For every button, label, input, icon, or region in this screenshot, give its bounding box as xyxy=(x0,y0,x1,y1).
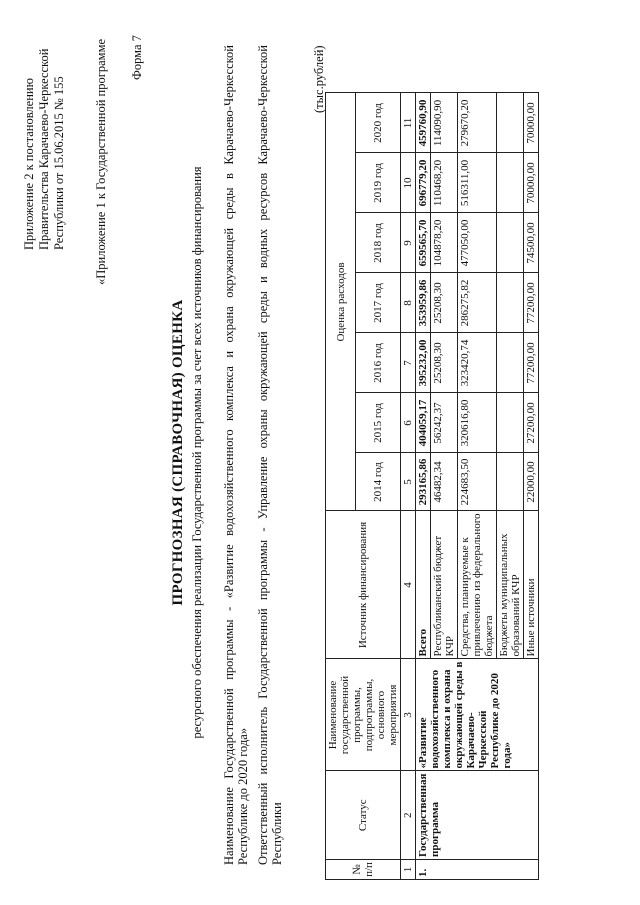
year-2015: 2015 год xyxy=(356,393,401,453)
value-cell: 114090,90 xyxy=(431,93,458,153)
colnum-1: 1 xyxy=(401,860,416,880)
value-cell: 27200,00 xyxy=(524,393,539,453)
header-line-1: Приложение 2 к постановлению xyxy=(22,78,36,250)
header-line-3: Республики от 15.06.2015 № 155 xyxy=(52,76,66,250)
header-line-2: Правительства Карачаево-Черкесской xyxy=(37,48,51,250)
value-cell: 323420,74 xyxy=(458,333,497,393)
header-no: № п/п xyxy=(326,860,401,880)
header-source: Источник финансирования xyxy=(326,511,401,659)
value-cell: 56242,37 xyxy=(431,393,458,453)
value-cell xyxy=(497,153,524,213)
value-cell: 279670,20 xyxy=(458,93,497,153)
appendix-note: «Приложение 1 к Государственной программе xyxy=(94,38,108,285)
header-estimate: Оценка расходов xyxy=(326,93,356,511)
value-cell: 353959,86 xyxy=(416,273,431,333)
document-subtitle: ресурсного обеспечения реализации Государственной программы за счет всех источников финансирования xyxy=(190,166,204,739)
value-cell: 404059,17 xyxy=(416,393,431,453)
value-cell: 74500,00 xyxy=(524,213,539,273)
value-cell xyxy=(497,213,524,273)
value-cell: 77200,00 xyxy=(524,333,539,393)
source-label: Средства, планируемые к привлечению из федерального бюджета xyxy=(458,511,497,659)
value-cell xyxy=(497,393,524,453)
value-cell: 110468,20 xyxy=(431,153,458,213)
estimate-table xyxy=(325,93,539,881)
document-title: ПРОГНОЗНАЯ (СПРАВОЧНАЯ) ОЦЕНКА xyxy=(170,299,186,606)
value-cell: 77200,00 xyxy=(524,273,539,333)
value-cell: 459760,90 xyxy=(416,93,431,153)
value-cell: 293165,86 xyxy=(416,453,431,511)
colnum-5: 5 xyxy=(401,453,416,511)
value-cell: 104878,20 xyxy=(431,213,458,273)
colnum-8: 8 xyxy=(401,273,416,333)
table-header-row xyxy=(326,93,356,880)
value-cell: 46482,34 xyxy=(431,453,458,511)
form-number: Форма 7 xyxy=(130,35,144,80)
value-cell: 70000,00 xyxy=(524,93,539,153)
program-name-paragraph: Наименование Государственной программы - «Развитие водохозяйственного комплекса и охрана окружающей среды в Карачаево-Черкесской Республике до 2020 года» xyxy=(222,45,250,865)
year-2018: 2018 год xyxy=(356,213,401,273)
value-cell: 286275,82 xyxy=(458,273,497,333)
value-cell: 659565,70 xyxy=(416,213,431,273)
colnum-6: 6 xyxy=(401,393,416,453)
value-cell: 70000,00 xyxy=(524,153,539,213)
source-label: Иные источники xyxy=(524,511,539,659)
year-2014: 2014 год xyxy=(356,453,401,511)
executor-paragraph: Ответственный исполнитель Государственной программы - Управление охраны окружающей среды и водных ресурсов Карачаево-Черкесской Республики xyxy=(256,45,284,865)
colnum-11: 11 xyxy=(401,93,416,153)
year-2017: 2017 год xyxy=(356,273,401,333)
row-number: 1. xyxy=(416,860,539,880)
value-cell: 696779,20 xyxy=(416,153,431,213)
value-cell xyxy=(497,93,524,153)
colnum-4: 4 xyxy=(401,511,416,659)
header-status: Статус xyxy=(326,771,401,860)
colnum-7: 7 xyxy=(401,333,416,393)
source-label: Республиканский бюджет КЧР xyxy=(431,511,458,659)
year-2020: 2020 год xyxy=(356,93,401,153)
header-name: Наименование государственной программы, подпрограммы, основного мероприятия xyxy=(326,659,401,771)
value-cell: 25208,30 xyxy=(431,273,458,333)
value-cell: 395232,00 xyxy=(416,333,431,393)
year-2019: 2019 год xyxy=(356,153,401,213)
year-2016: 2016 год xyxy=(356,333,401,393)
value-cell: 22000,00 xyxy=(524,453,539,511)
value-cell: 320616,80 xyxy=(458,393,497,453)
row-program-name: «Развитие водохозяйственного комплекса и охрана окружающей среды в Карачаево-Черкесской Республике до 2020 года» xyxy=(416,659,539,771)
table-row-total xyxy=(416,93,431,880)
colnum-3: 3 xyxy=(401,659,416,771)
value-cell: 516311,00 xyxy=(458,153,497,213)
value-cell xyxy=(497,333,524,393)
colnum-2: 2 xyxy=(401,771,416,860)
source-label: Бюджеты муниципальных образований КЧР xyxy=(497,511,524,659)
source-label: Всего xyxy=(416,511,431,659)
column-number-row xyxy=(401,93,416,880)
value-cell: 224683,50 xyxy=(458,453,497,511)
value-cell xyxy=(497,453,524,511)
colnum-10: 10 xyxy=(401,153,416,213)
value-cell xyxy=(497,273,524,333)
row-status: Государственная программа xyxy=(416,771,539,860)
value-cell: 477050,00 xyxy=(458,213,497,273)
value-cell: 25208,30 xyxy=(431,333,458,393)
units-label: (тыс.рублей) xyxy=(312,45,326,113)
colnum-9: 9 xyxy=(401,213,416,273)
resolution-header xyxy=(22,10,67,250)
